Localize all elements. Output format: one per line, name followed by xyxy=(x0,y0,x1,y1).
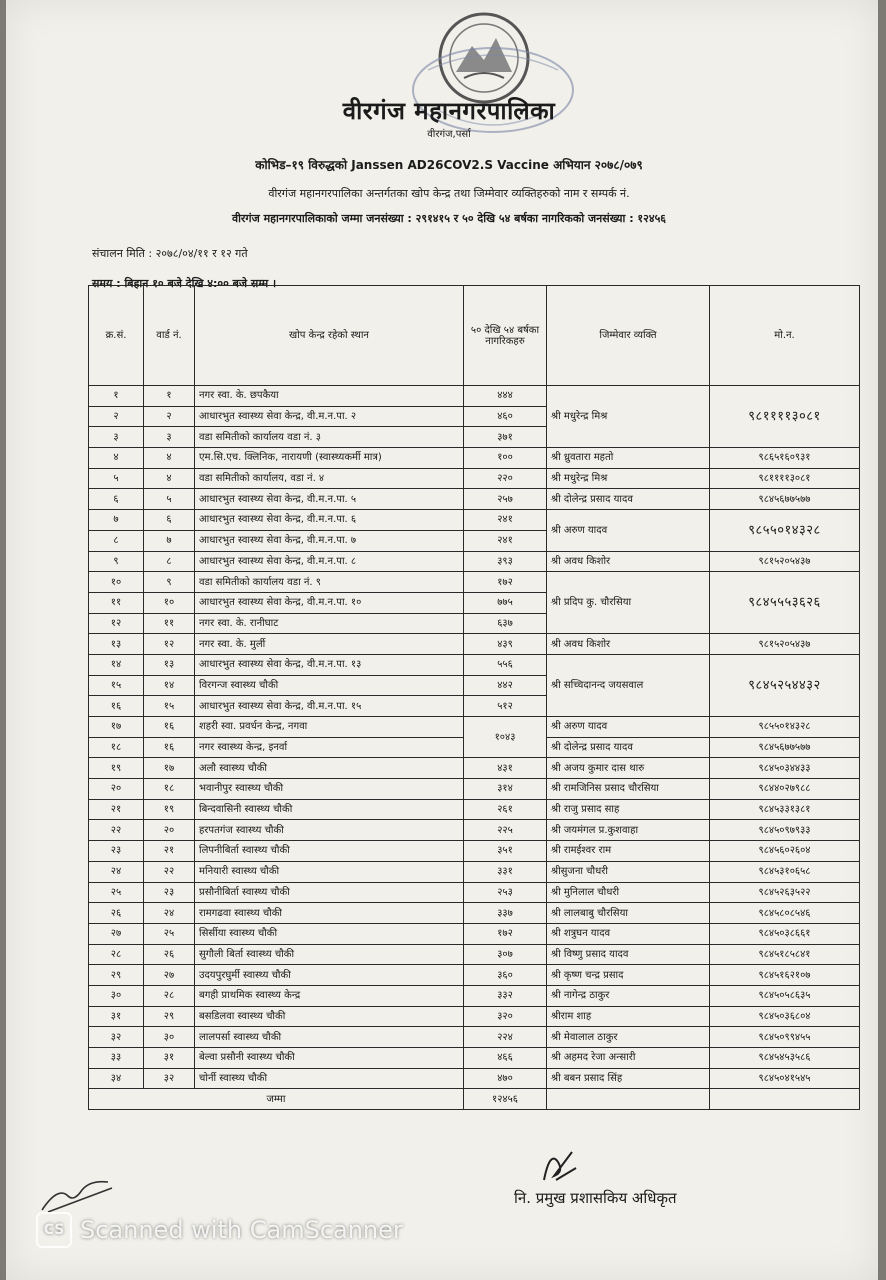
cell-person: श्री दोलेन्द्र प्रसाद यादव xyxy=(547,737,710,758)
cell-sn: १४ xyxy=(89,654,144,675)
cell-person: श्री दोलेन्द्र प्रसाद यादव xyxy=(547,489,710,510)
cell-sn: १५ xyxy=(89,675,144,696)
cell-ward: २८ xyxy=(144,985,195,1006)
table-row xyxy=(89,386,860,407)
table-row xyxy=(89,1068,860,1089)
cell-count: ६३७ xyxy=(464,613,547,634)
page-title: वीरगंज महानगरपालिका xyxy=(342,97,556,125)
cell-sn: २३ xyxy=(89,841,144,862)
cell-ward: ११ xyxy=(144,613,195,634)
cell-sn: ७ xyxy=(89,510,144,531)
cell-count: ३७१ xyxy=(464,427,547,448)
cell-ward: १८ xyxy=(144,779,195,800)
cell-person: श्री अरुण यादव xyxy=(547,717,710,738)
cell-ward: २१ xyxy=(144,841,195,862)
cell-sn: २४ xyxy=(89,861,144,882)
cell-mobile: ९८४५१८५८४१ xyxy=(710,944,860,965)
cell-sn: ३४ xyxy=(89,1068,144,1089)
table-row xyxy=(89,489,860,510)
table-row xyxy=(89,965,860,986)
cell-count: ४३१ xyxy=(464,758,547,779)
cell-place: आधारभुत स्वास्थ्य सेवा केन्द्र, वी.म.न.पा. १५ xyxy=(195,696,464,717)
cell-sn: ६ xyxy=(89,489,144,510)
cell-sn: १९ xyxy=(89,758,144,779)
cell-ward: ९ xyxy=(144,572,195,593)
cell-sn: २१ xyxy=(89,799,144,820)
operation-time: समय : बिहान १० बजे देखि ४:०० बजे सम्म । xyxy=(92,277,277,290)
cell-count: ३३२ xyxy=(464,985,547,1006)
cell-place: अलौ स्वास्थ्य चौकी xyxy=(195,758,464,779)
cell-mobile: ९८४५४५३५८६ xyxy=(710,1048,860,1069)
cell-person: श्री मधुरेन्द्र मिश्र xyxy=(547,468,710,489)
cell-mobile: ९८४५०३८६६१ xyxy=(710,923,860,944)
cell-count: ५५६ xyxy=(464,654,547,675)
cell-ward: २९ xyxy=(144,1006,195,1027)
cell-ward: २७ xyxy=(144,965,195,986)
cell-count: १०० xyxy=(464,448,547,469)
cell-person: श्री बबन प्रसाद सिंह xyxy=(547,1068,710,1089)
cell-ward: २० xyxy=(144,820,195,841)
cell-count: ३०७ xyxy=(464,944,547,965)
table-row xyxy=(89,923,860,944)
cell-mobile: ९८४५०३६८०४ xyxy=(710,1006,860,1027)
cell-count: ४६० xyxy=(464,406,547,427)
cell-place: आधारभुत स्वास्थ्य सेवा केन्द्र, वी.म.न.पा. ६ xyxy=(195,510,464,531)
cell-ward: १४ xyxy=(144,675,195,696)
cell-place: आधारभुत स्वास्थ्य सेवा केन्द्र, वी.म.न.पा. ८ xyxy=(195,551,464,572)
cell-ward: ३० xyxy=(144,1027,195,1048)
total-empty-person xyxy=(547,1089,710,1110)
cell-count: २२४ xyxy=(464,1027,547,1048)
table-row xyxy=(89,841,860,862)
cell-ward: ६ xyxy=(144,510,195,531)
cell-sn: १२ xyxy=(89,613,144,634)
cell-count: ७७५ xyxy=(464,592,547,613)
table-row xyxy=(89,448,860,469)
total-row xyxy=(89,1089,860,1110)
cell-count: २२५ xyxy=(464,820,547,841)
cell-ward: १७ xyxy=(144,758,195,779)
cell-sn: २२ xyxy=(89,820,144,841)
table-row xyxy=(89,758,860,779)
cell-sn: २९ xyxy=(89,965,144,986)
cell-place: आधारभुत स्वास्थ्य सेवा केन्द्र, वी.म.न.पा. ७ xyxy=(195,530,464,551)
cell-count: १७२ xyxy=(464,923,547,944)
cell-sn: १० xyxy=(89,572,144,593)
cell-ward: १ xyxy=(144,386,195,407)
cell-sn: ११ xyxy=(89,592,144,613)
signer-title: नि. प्रमुख प्रशासकिय अधिकृत xyxy=(514,1189,677,1207)
camscanner-watermark xyxy=(36,1212,403,1248)
cell-count: २५३ xyxy=(464,882,547,903)
cell-mobile: ९८४५५५३६२६ xyxy=(710,572,860,634)
cell-person: श्री सच्चिदानन्द जयसवाल xyxy=(547,654,710,716)
cell-ward: १६ xyxy=(144,717,195,738)
cell-place: भवानीपुर स्वास्थ्य चौकी xyxy=(195,779,464,800)
cell-place: सिर्सीया स्वास्थ्य चौकी xyxy=(195,923,464,944)
cell-person: श्री अरुण यादव xyxy=(547,510,710,551)
header-sn: क्र.सं. xyxy=(89,286,144,386)
table-row xyxy=(89,1006,860,1027)
cell-sn: ८ xyxy=(89,530,144,551)
cell-person: श्री मेवालाल ठाकुर xyxy=(547,1027,710,1048)
cell-mobile: ९८५५०१४३२८ xyxy=(710,717,860,738)
cell-mobile: ९८४५३१०६५८ xyxy=(710,861,860,882)
cell-sn: ३१ xyxy=(89,1006,144,1027)
cell-mobile: ९८४५०५८६३५ xyxy=(710,985,860,1006)
cell-person: श्री अजय कुमार दास थारु xyxy=(547,758,710,779)
cell-count: ३६० xyxy=(464,965,547,986)
table-row xyxy=(89,882,860,903)
cell-place: आधारभुत स्वास्थ्य सेवा केन्द्र, वी.म.न.पा. ५ xyxy=(195,489,464,510)
cell-sn: ४ xyxy=(89,448,144,469)
cell-mobile: ९८६५१६०९३१ xyxy=(710,448,860,469)
table-row xyxy=(89,1027,860,1048)
cell-ward: ३ xyxy=(144,427,195,448)
cell-place: सुगौली बिर्ता स्वास्थ्य चौकी xyxy=(195,944,464,965)
cell-person: श्री जयमंगल प्र.कुशवाहा xyxy=(547,820,710,841)
cell-person: श्री नागेन्द्र ठाकुर xyxy=(547,985,710,1006)
cell-person: श्री रामईश्वर राम xyxy=(547,841,710,862)
cell-mobile: ९८४५६०२६०४ xyxy=(710,841,860,862)
cell-count: २६१ xyxy=(464,799,547,820)
total-label: जम्मा xyxy=(89,1089,464,1110)
cell-mobile: ९८४५०४१५४५ xyxy=(710,1068,860,1089)
cell-person: श्रीराम शाह xyxy=(547,1006,710,1027)
cell-sn: ३३ xyxy=(89,1048,144,1069)
cell-mobile: ९८११११३०८१ xyxy=(710,386,860,448)
table-row xyxy=(89,634,860,655)
cell-mobile: ९८१५२०५४३७ xyxy=(710,551,860,572)
cell-ward: ८ xyxy=(144,551,195,572)
cell-sn: २५ xyxy=(89,882,144,903)
cell-count: ४३९ xyxy=(464,634,547,655)
cell-count: २४१ xyxy=(464,530,547,551)
table-row xyxy=(89,903,860,924)
cell-place: बेल्वा प्रसौनी स्वास्थ्य चौकी xyxy=(195,1048,464,1069)
header-person: जिम्मेवार व्यक्ति xyxy=(547,286,710,386)
cell-person: श्री प्रदिप कु. चौरसिया xyxy=(547,572,710,634)
table-row xyxy=(89,654,860,675)
cell-ward: २२ xyxy=(144,861,195,882)
cell-mobile: ९८१५२०५४३७ xyxy=(710,634,860,655)
cell-place: बिन्दवासिनी स्वास्थ्य चौकी xyxy=(195,799,464,820)
cell-ward: २६ xyxy=(144,944,195,965)
cell-mobile: ९८४५२५४४३२ xyxy=(710,654,860,716)
cell-ward: ३२ xyxy=(144,1068,195,1089)
cell-place: हरपतगंज स्वास्थ्य चौकी xyxy=(195,820,464,841)
cell-sn: २ xyxy=(89,406,144,427)
cell-count: २४१ xyxy=(464,510,547,531)
cell-person: श्री ध्रुवतारा महतो xyxy=(547,448,710,469)
camscanner-logo: CS xyxy=(36,1212,72,1248)
cell-count: ५१२ xyxy=(464,696,547,717)
cell-count: १७२ xyxy=(464,572,547,593)
cell-place: वडा समितीको कार्यालय वडा नं. ९ xyxy=(195,572,464,593)
cell-place: एम.सि.एच. क्लिनिक, नारायणी (स्वास्थ्यकर्मी मात्र) xyxy=(195,448,464,469)
cell-sn: ३ xyxy=(89,427,144,448)
cell-count: ३१४ xyxy=(464,779,547,800)
cell-count: ४४४ xyxy=(464,386,547,407)
cell-ward: ४ xyxy=(144,468,195,489)
cell-place: वडा समितीको कार्यालय वडा नं. ३ xyxy=(195,427,464,448)
camscanner-text: Scanned with CamScanner xyxy=(80,1216,403,1244)
cell-mobile: ९८४५०९९४५५ xyxy=(710,1027,860,1048)
table-row xyxy=(89,861,860,882)
cell-sn: २८ xyxy=(89,944,144,965)
table-row xyxy=(89,551,860,572)
table-row xyxy=(89,468,860,489)
cell-count: ४६६ xyxy=(464,1048,547,1069)
cell-mobile: ९८४५२६३५२२ xyxy=(710,882,860,903)
cell-person: श्री रामजिनिस प्रसाद चौरसिया xyxy=(547,779,710,800)
cell-ward: ५ xyxy=(144,489,195,510)
cell-person: श्रीसुजना चौधरी xyxy=(547,861,710,882)
cell-count: १०४३ xyxy=(464,717,547,758)
cell-mobile: ९८४५०९७९३३ xyxy=(710,820,860,841)
cell-mobile: ९८४५०३४४३३ xyxy=(710,758,860,779)
cell-count: ३३७ xyxy=(464,903,547,924)
cell-count: २५७ xyxy=(464,489,547,510)
cell-ward: १० xyxy=(144,592,195,613)
cell-sn: १८ xyxy=(89,737,144,758)
cell-ward: २ xyxy=(144,406,195,427)
cell-sn: २६ xyxy=(89,903,144,924)
table-row xyxy=(89,985,860,1006)
cell-count: ४४२ xyxy=(464,675,547,696)
cell-place: बगही प्राथमिक स्वास्थ्य केन्द्र xyxy=(195,985,464,1006)
table-row xyxy=(89,717,860,738)
cell-place: शहरी स्वा. प्रवर्धन केन्द्र, नगवा xyxy=(195,717,464,738)
cell-ward: ३१ xyxy=(144,1048,195,1069)
cell-ward: १६ xyxy=(144,737,195,758)
table-row xyxy=(89,820,860,841)
cell-count: ३५१ xyxy=(464,841,547,862)
cell-person: श्री मधुरेन्द्र मिश्र xyxy=(547,386,710,448)
cell-ward: ७ xyxy=(144,530,195,551)
vaccine-centers-table xyxy=(88,285,860,1110)
cell-person: श्री लालबाबु चौरसिया xyxy=(547,903,710,924)
cell-sn: ९ xyxy=(89,551,144,572)
page-subtitle: वीरगंज,पर्सा xyxy=(427,129,471,140)
table-row xyxy=(89,510,860,531)
cell-sn: १६ xyxy=(89,696,144,717)
document-page xyxy=(6,0,878,1280)
cell-person: श्री कृष्ण चन्द्र प्रसाद xyxy=(547,965,710,986)
description-text: वीरगंज महानगरपालिका अन्तर्गतका खोप केन्द्र तथा जिम्मेवार व्यक्तिहरुको नाम र सम्पर्क नं. xyxy=(268,187,630,200)
cell-ward: २३ xyxy=(144,882,195,903)
cell-count: ४७० xyxy=(464,1068,547,1089)
operation-date: संचालन मिति : २०७८/०४/११ र १२ गते xyxy=(92,247,248,260)
cell-place: आधारभुत स्वास्थ्य सेवा केन्द्र, वी.म.न.पा. २ xyxy=(195,406,464,427)
header-ward: वार्ड नं. xyxy=(144,286,195,386)
cell-mobile: ९८४५१६२१०७ xyxy=(710,965,860,986)
cell-place: वडा समितीको कार्यालय, वडा नं. ४ xyxy=(195,468,464,489)
cell-sn: १ xyxy=(89,386,144,407)
cell-place: मनियारी स्वास्थ्य चौकी xyxy=(195,861,464,882)
table-row xyxy=(89,572,860,593)
cell-place: नगर स्वा. के. रानीघाट xyxy=(195,613,464,634)
total-value: १२४५६ xyxy=(464,1089,547,1110)
cell-sn: १३ xyxy=(89,634,144,655)
cell-count: ३२० xyxy=(464,1006,547,1027)
cell-sn: ५ xyxy=(89,468,144,489)
cell-mobile: ९८४४०२७९८८ xyxy=(710,779,860,800)
cell-ward: १९ xyxy=(144,799,195,820)
cell-sn: ३० xyxy=(89,985,144,1006)
cell-sn: २७ xyxy=(89,923,144,944)
cell-mobile: ९८४५८०८५४६ xyxy=(710,903,860,924)
cell-person: श्री राजु प्रसाद साह xyxy=(547,799,710,820)
cell-ward: १५ xyxy=(144,696,195,717)
cell-person: श्री शत्रुघन यादव xyxy=(547,923,710,944)
cell-person: श्री अवध किशोर xyxy=(547,634,710,655)
header-mobile: मो.न. xyxy=(710,286,860,386)
cell-place: प्रसौनीबिर्ता स्वास्थ्य चौकी xyxy=(195,882,464,903)
cell-count: ३३१ xyxy=(464,861,547,882)
cell-ward: १२ xyxy=(144,634,195,655)
cell-place: आधारभुत स्वास्थ्य सेवा केन्द्र, वी.म.न.पा. १० xyxy=(195,592,464,613)
population-text: वीरगंज महानगरपालिकाको जम्मा जनसंख्या : २९१४१५ र ५० देखि ५४ बर्षका नागरिकको जनसंख्या : १२४५६ xyxy=(231,212,667,225)
header-place: खोप केन्द्र रहेको स्थान xyxy=(195,286,464,386)
cell-place: नगर स्वास्थ्य केन्द्र, इनर्वा xyxy=(195,737,464,758)
cell-place: बसडिलवा स्वास्थ्य चौकी xyxy=(195,1006,464,1027)
cell-ward: ४ xyxy=(144,448,195,469)
cell-mobile: ९८४५३३१३८१ xyxy=(710,799,860,820)
table-row xyxy=(89,799,860,820)
cell-place: चोर्नी स्वास्थ्य चौकी xyxy=(195,1068,464,1089)
cell-count: ३९३ xyxy=(464,551,547,572)
cell-ward: २५ xyxy=(144,923,195,944)
cell-sn: ३२ xyxy=(89,1027,144,1048)
cell-person: श्री अवध किशोर xyxy=(547,551,710,572)
cell-count: २२० xyxy=(464,468,547,489)
cell-mobile: ९८४५६७७५७७ xyxy=(710,489,860,510)
cell-mobile: ९८४५६७७५७७ xyxy=(710,737,860,758)
table-row xyxy=(89,944,860,965)
total-empty-mobile xyxy=(710,1089,860,1110)
cell-place: लालपर्सा स्वास्थ्य चौकी xyxy=(195,1027,464,1048)
table-row xyxy=(89,1048,860,1069)
cell-person: श्री अहमद रेजा अन्सारी xyxy=(547,1048,710,1069)
cell-place: लिपनीबिर्ता स्वास्थ्य चौकी xyxy=(195,841,464,862)
campaign-title: कोभिड–१९ विरुद्धको Janssen AD26COV2.S Vaccine अभियान २०७८/०७९ xyxy=(255,158,643,172)
cell-place: नगर स्वा. के. मुर्ली xyxy=(195,634,464,655)
cell-ward: १३ xyxy=(144,654,195,675)
signature-mark xyxy=(536,1140,586,1190)
cell-mobile: ९८५५०१४३२८ xyxy=(710,510,860,551)
table-header-row xyxy=(89,286,860,386)
table-row xyxy=(89,779,860,800)
header-count: ५० देखि ५४ बर्षका नागरिकहरु xyxy=(464,286,547,386)
cell-person: श्री विष्णु प्रसाद यादव xyxy=(547,944,710,965)
cell-place: आधारभुत स्वास्थ्य सेवा केन्द्र, वी.म.न.पा. १३ xyxy=(195,654,464,675)
cell-ward: २४ xyxy=(144,903,195,924)
cell-sn: १७ xyxy=(89,717,144,738)
cell-mobile: ९८११११३०८१ xyxy=(710,468,860,489)
initials-mark xyxy=(38,1176,118,1216)
cell-place: नगर स्वा. के. छपकैया xyxy=(195,386,464,407)
cell-place: विरगन्ज स्वास्थ्य चौकी xyxy=(195,675,464,696)
cell-place: रामगढवा स्वास्थ्य चौकी xyxy=(195,903,464,924)
cell-place: उदयपुरघुर्मी स्वास्थ्य चौकी xyxy=(195,965,464,986)
cell-person: श्री मुनिलाल चौधरी xyxy=(547,882,710,903)
cell-sn: २० xyxy=(89,779,144,800)
